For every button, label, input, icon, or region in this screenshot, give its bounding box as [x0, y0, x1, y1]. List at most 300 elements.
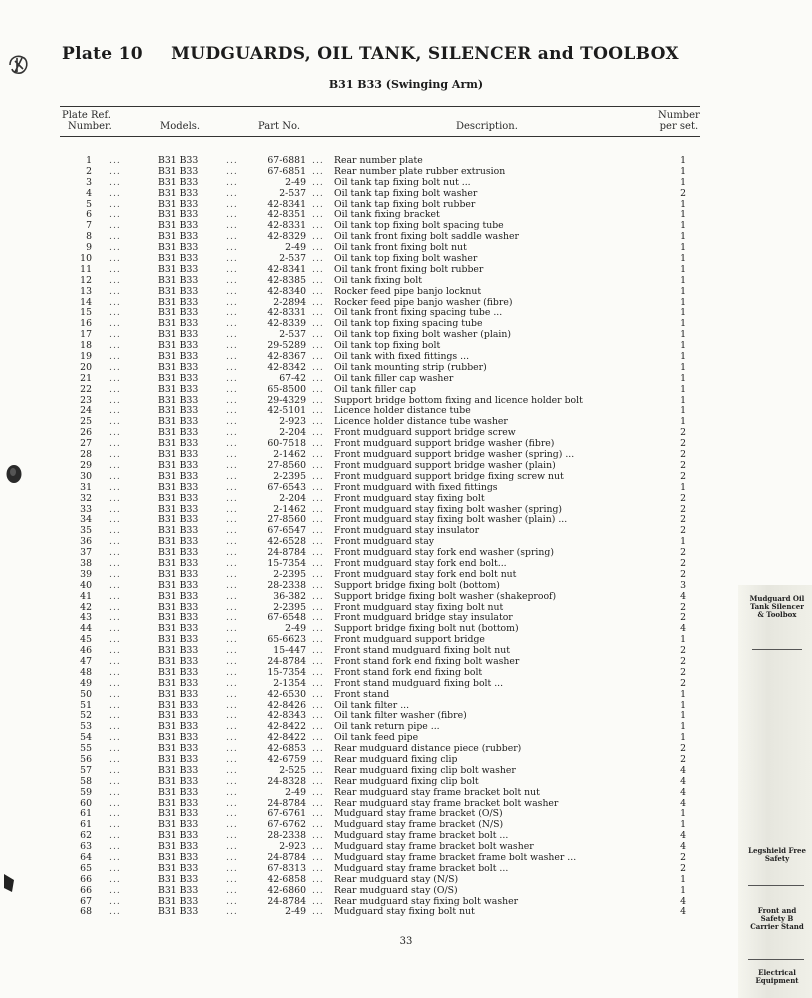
models: B31 B33: [158, 895, 199, 907]
leader-dots: ...: [312, 884, 324, 896]
quantity: 1: [680, 155, 686, 166]
part-number: 2-2395: [273, 568, 306, 580]
plate-ref: 30: [80, 470, 92, 482]
description: Front mudguard support bridge washer (plain): [334, 459, 556, 471]
leader-dots: ...: [312, 536, 324, 548]
leader-dots: ...: [312, 525, 324, 537]
index-tabs: [738, 585, 812, 998]
index-tab-divider: [752, 649, 802, 650]
leader-dots: ...: [226, 220, 238, 232]
part-number: 24-8784: [267, 852, 306, 863]
models: B31 B33: [158, 449, 199, 461]
models: B31 B33: [158, 231, 199, 243]
model-subtitle: B31 B33 (Swinging Arm): [328, 78, 484, 91]
part-number: 60-7518: [267, 438, 306, 450]
leader-dots: ...: [312, 372, 324, 384]
leader-dots: ...: [312, 209, 324, 221]
leader-dots: ...: [312, 590, 324, 602]
models: B31 B33: [158, 220, 199, 232]
description: Oil tank top fixing bolt spacing tube: [334, 220, 504, 232]
models: B31 B33: [158, 841, 199, 853]
part-number: 24-8328: [267, 775, 306, 787]
leader-dots: ...: [226, 808, 238, 820]
part-number: 24-8784: [267, 797, 306, 809]
models: B31 B33: [158, 285, 199, 297]
models: B31 B33: [158, 786, 199, 798]
plate-ref: 52: [80, 710, 92, 722]
models: B31 B33: [158, 590, 199, 602]
leader-dots: ...: [109, 394, 121, 406]
models: B31 B33: [158, 612, 199, 624]
leader-dots: ...: [226, 427, 238, 439]
leader-dots: ...: [312, 416, 324, 428]
part-number: 65-8500: [267, 383, 306, 395]
quantity: 4: [680, 786, 686, 798]
leader-dots: ...: [226, 873, 238, 885]
models: B31 B33: [158, 318, 199, 330]
description: Front mudguard support bridge washer (fibre): [334, 438, 555, 450]
plate-ref: 34: [80, 514, 92, 526]
models: B31 B33: [158, 601, 199, 613]
leader-dots: ...: [226, 340, 238, 352]
plate-ref: 53: [80, 721, 92, 733]
plate-ref: 54: [80, 732, 92, 744]
models: B31 B33: [158, 797, 199, 809]
leader-dots: ...: [312, 307, 324, 319]
leader-dots: ...: [226, 830, 238, 842]
models: B31 B33: [158, 536, 199, 548]
models: B31 B33: [158, 677, 199, 689]
part-number: 42-8343: [267, 710, 306, 722]
part-number: 2-923: [279, 416, 306, 428]
description: Oil tank front fixing bolt saddle washer: [334, 231, 519, 243]
parts-table: [60, 156, 700, 918]
part-number: 24-8784: [267, 895, 306, 907]
plate-ref: 68: [80, 906, 92, 918]
models: B31 B33: [158, 688, 199, 700]
leader-dots: ...: [109, 590, 121, 602]
description: Front stand mudguard fixing bolt nut: [334, 645, 510, 657]
leader-dots: ...: [312, 470, 324, 482]
models: B31 B33: [158, 699, 199, 711]
leader-dots: ...: [312, 274, 324, 286]
plate-ref: 49: [80, 677, 92, 689]
part-number: 67-6543: [267, 481, 306, 493]
plate-ref: 66: [80, 884, 92, 896]
index-tab-legshield: Legshield Free Safety: [748, 846, 806, 863]
leader-dots: ...: [226, 819, 238, 831]
leader-dots: ...: [312, 764, 324, 776]
leader-dots: ...: [109, 405, 121, 417]
plate-ref: 32: [80, 492, 92, 504]
plate-ref: 15: [80, 307, 92, 319]
description: Mudguard stay frame bracket frame bolt washer ...: [334, 852, 577, 863]
description: Rocker feed pipe banjo washer (fibre): [334, 296, 513, 308]
models: B31 B33: [158, 655, 199, 667]
part-number: 2-1462: [273, 503, 306, 515]
leader-dots: ...: [109, 383, 121, 395]
models: B31 B33: [158, 862, 199, 874]
col-header-plate-ref: [62, 110, 112, 132]
leader-dots: ...: [312, 634, 324, 646]
leader-dots: ...: [109, 645, 121, 657]
part-number: 27-8560: [267, 514, 306, 526]
leader-dots: ...: [312, 830, 324, 842]
part-number: 42-6860: [267, 884, 306, 896]
leader-dots: ...: [226, 852, 238, 863]
leader-dots: ...: [312, 721, 324, 733]
leader-dots: ...: [226, 764, 238, 776]
description: Front mudguard support bridge fixing screw nut: [334, 470, 564, 482]
leader-dots: ...: [109, 438, 121, 450]
description: Oil tank return pipe ...: [334, 721, 440, 733]
quantity: 1: [680, 732, 686, 744]
leader-dots: ...: [226, 612, 238, 624]
leader-dots: ...: [312, 753, 324, 765]
description: Mudguard stay fixing bolt nut: [334, 906, 475, 918]
part-number: 42-8329: [267, 231, 306, 243]
leader-dots: ...: [312, 285, 324, 297]
part-number: 15-7354: [267, 557, 306, 569]
leader-dots: ...: [312, 176, 324, 188]
models: B31 B33: [158, 383, 199, 395]
leader-dots: ...: [226, 841, 238, 853]
col-header-per-set: per set.: [659, 121, 699, 132]
part-number: 42-8422: [267, 732, 306, 744]
part-number: 42-8351: [267, 209, 306, 221]
models: B31 B33: [158, 547, 199, 559]
part-number: 42-8341: [267, 198, 306, 210]
quantity: 2: [680, 568, 686, 580]
description: Front mudguard stay fixing bolt nut: [334, 601, 504, 613]
leader-dots: ...: [109, 743, 121, 755]
quantity: 1: [680, 634, 686, 646]
quantity: 2: [680, 514, 686, 526]
plate-number: Plate 10: [62, 44, 143, 64]
header-rule-bottom: [60, 136, 700, 137]
description: Rear mudguard stay frame bracket bolt nut: [334, 786, 540, 798]
part-number: 2-49: [285, 176, 306, 188]
plate-ref: 5: [86, 198, 92, 210]
part-number: 42-8385: [267, 274, 306, 286]
leader-dots: ...: [109, 481, 121, 493]
leader-dots: ...: [312, 405, 324, 417]
description: Rear mudguard distance piece (rubber): [334, 743, 522, 755]
leader-dots: ...: [312, 340, 324, 352]
leader-dots: ...: [109, 568, 121, 580]
part-number: 42-5101: [267, 405, 306, 417]
plate-ref: 40: [80, 579, 92, 591]
plate-ref: 19: [80, 351, 92, 363]
part-number: 29-4329: [267, 394, 306, 406]
leader-dots: ...: [109, 525, 121, 537]
description: Rear mudguard fixing clip bolt: [334, 775, 479, 787]
table-row: [60, 592, 700, 603]
quantity: 2: [680, 743, 686, 755]
leader-dots: ...: [312, 732, 324, 744]
leader-dots: ...: [312, 514, 324, 526]
models: B31 B33: [158, 764, 199, 776]
quantity: 1: [680, 808, 686, 820]
leader-dots: ...: [109, 808, 121, 820]
description: Oil tank top fixing bolt washer: [334, 253, 478, 265]
quantity: 2: [680, 601, 686, 613]
plate-ref: 45: [80, 634, 92, 646]
leader-dots: ...: [226, 623, 238, 635]
models: B31 B33: [158, 710, 199, 722]
models: B31 B33: [158, 623, 199, 635]
description: Oil tank mounting strip (rubber): [334, 361, 487, 373]
description: Mudguard stay frame bracket bolt washer: [334, 841, 534, 853]
leader-dots: ...: [109, 764, 121, 776]
description: Front mudguard support bridge washer (spring) ...: [334, 449, 575, 461]
quantity: 2: [680, 645, 686, 657]
quantity: 1: [680, 340, 686, 352]
leader-dots: ...: [226, 699, 238, 711]
leader-dots: ...: [226, 721, 238, 733]
quantity: 2: [680, 612, 686, 624]
leader-dots: ...: [226, 470, 238, 482]
part-number: 2-2395: [273, 470, 306, 482]
plate-ref: 61: [80, 808, 92, 820]
leader-dots: ...: [312, 394, 324, 406]
leader-dots: ...: [109, 263, 121, 275]
leader-dots: ...: [312, 688, 324, 700]
plate-ref: 4: [86, 187, 92, 199]
part-number: 2-1462: [273, 449, 306, 461]
plate-ref: 2: [86, 165, 92, 177]
description: Oil tank front fixing spacing tube ...: [334, 307, 503, 319]
table-row: [60, 886, 700, 897]
leader-dots: ...: [109, 231, 121, 243]
plate-ref: 48: [80, 666, 92, 678]
models: B31 B33: [158, 394, 199, 406]
models: B31 B33: [158, 416, 199, 428]
description: Mudguard stay frame bracket bolt ...: [334, 830, 509, 842]
leader-dots: ...: [109, 710, 121, 722]
part-number: 42-8422: [267, 721, 306, 733]
quantity: 2: [680, 666, 686, 678]
description: Front stand: [334, 688, 390, 700]
leader-dots: ...: [312, 427, 324, 439]
quantity: 3: [680, 579, 686, 591]
models: B31 B33: [158, 743, 199, 755]
models: B31 B33: [158, 253, 199, 265]
part-number: 2-2894: [273, 296, 306, 308]
models: B31 B33: [158, 775, 199, 787]
leader-dots: ...: [109, 688, 121, 700]
leader-dots: ...: [226, 187, 238, 199]
description: Front stand mudguard fixing bolt ...: [334, 677, 504, 689]
leader-dots: ...: [226, 895, 238, 907]
index-tab-mudguard: Mudguard Oil Tank Silencer & Toolbox: [749, 594, 805, 619]
table-row: [60, 287, 700, 298]
part-number: 15-447: [273, 645, 306, 657]
models: B31 B33: [158, 568, 199, 580]
plate-ref: 13: [80, 285, 92, 297]
models: B31 B33: [158, 187, 199, 199]
models: B31 B33: [158, 666, 199, 678]
description: Support bridge fixing bolt nut (bottom): [334, 623, 519, 635]
leader-dots: ...: [109, 862, 121, 874]
part-number: 28-2338: [267, 579, 306, 591]
quantity: 1: [680, 285, 686, 297]
models: B31 B33: [158, 514, 199, 526]
description: Licence holder distance tube washer: [334, 416, 508, 428]
page-title: MUDGUARDS, OIL TANK, SILENCER and TOOLBOX: [171, 44, 679, 64]
plate-ref: 44: [80, 623, 92, 635]
leader-dots: ...: [226, 557, 238, 569]
leader-dots: ...: [312, 775, 324, 787]
part-number: 29-5289: [267, 340, 306, 352]
leader-dots: ...: [226, 198, 238, 210]
description: Front mudguard stay insulator: [334, 525, 480, 537]
plate-ref: 31: [80, 481, 92, 493]
plate-ref: 36: [80, 536, 92, 548]
part-number: 2-49: [285, 623, 306, 635]
plate-ref: 41: [80, 590, 92, 602]
leader-dots: ...: [226, 383, 238, 395]
plate-ref: 28: [80, 449, 92, 461]
part-number: 42-8426: [267, 699, 306, 711]
leader-dots: ...: [109, 579, 121, 591]
quantity: 1: [680, 307, 686, 319]
plate-ref: 8: [86, 231, 92, 243]
quantity: 2: [680, 427, 686, 439]
leader-dots: ...: [226, 753, 238, 765]
plate-ref: 65: [80, 862, 92, 874]
description: Front mudguard stay fixing bolt washer (plain) ...: [334, 514, 568, 526]
models: B31 B33: [158, 634, 199, 646]
leader-dots: ...: [226, 416, 238, 428]
leader-dots: ...: [109, 612, 121, 624]
plate-ref: 58: [80, 775, 92, 787]
leader-dots: ...: [226, 329, 238, 341]
leader-dots: ...: [312, 677, 324, 689]
leader-dots: ...: [226, 449, 238, 461]
part-number: 42-8331: [267, 307, 306, 319]
leader-dots: ...: [226, 296, 238, 308]
quantity: 4: [680, 841, 686, 853]
leader-dots: ...: [312, 187, 324, 199]
models: B31 B33: [158, 209, 199, 221]
description: Front stand fork end fixing bolt washer: [334, 655, 520, 667]
leader-dots: ...: [109, 786, 121, 798]
description: Oil tank tap fixing bolt washer: [334, 187, 478, 199]
models: B31 B33: [158, 176, 199, 188]
leader-dots: ...: [109, 732, 121, 744]
models: B31 B33: [158, 405, 199, 417]
leader-dots: ...: [226, 525, 238, 537]
plate-ref: 47: [80, 655, 92, 667]
leader-dots: ...: [312, 263, 324, 275]
plate-ref: 18: [80, 340, 92, 352]
plate-ref: 3: [86, 176, 92, 188]
models: B31 B33: [158, 884, 199, 896]
leader-dots: ...: [312, 547, 324, 559]
col-header-part-no: Part No.: [258, 121, 300, 132]
quantity: 1: [680, 263, 686, 275]
description: Front mudguard stay fixing bolt washer (spring): [334, 503, 563, 515]
models: B31 B33: [158, 296, 199, 308]
quantity: 1: [680, 318, 686, 330]
description: Support bridge fixing bolt (bottom): [334, 579, 500, 591]
leader-dots: ...: [312, 862, 324, 874]
plate-ref: 56: [80, 753, 92, 765]
part-number: 67-8313: [267, 862, 306, 874]
binding-corner-icon: [2, 872, 16, 894]
table-row: [60, 690, 700, 701]
leader-dots: ...: [226, 601, 238, 613]
quantity: 1: [680, 329, 686, 341]
leader-dots: ...: [226, 862, 238, 874]
part-number: 42-8331: [267, 220, 306, 232]
leader-dots: ...: [226, 797, 238, 809]
leader-dots: ...: [312, 699, 324, 711]
col-header-description: Description.: [456, 121, 518, 132]
leader-dots: ...: [312, 351, 324, 363]
leader-dots: ...: [109, 351, 121, 363]
leader-dots: ...: [312, 895, 324, 907]
description: Rear number plate rubber extrusion: [334, 165, 506, 177]
leader-dots: ...: [226, 459, 238, 471]
leader-dots: ...: [312, 383, 324, 395]
plate-ref: 67: [80, 895, 92, 907]
part-number: 42-8367: [267, 351, 306, 363]
plate-ref: 50: [80, 688, 92, 700]
leader-dots: ...: [226, 155, 238, 166]
leader-dots: ...: [226, 579, 238, 591]
quantity: 1: [680, 351, 686, 363]
leader-dots: ...: [109, 198, 121, 210]
models: B31 B33: [158, 361, 199, 373]
part-number: 24-8784: [267, 655, 306, 667]
plate-ref: 25: [80, 416, 92, 428]
description: Front mudguard stay fork end bolt...: [334, 557, 507, 569]
leader-dots: ...: [226, 590, 238, 602]
part-number: 2-537: [279, 329, 306, 341]
leader-dots: ...: [226, 503, 238, 515]
models: B31 B33: [158, 819, 199, 831]
leader-dots: ...: [312, 220, 324, 232]
description: Oil tank filter washer (fibre): [334, 710, 467, 722]
leader-dots: ...: [109, 242, 121, 254]
models: B31 B33: [158, 830, 199, 842]
plate-ref: 64: [80, 852, 92, 863]
plate-ref: 43: [80, 612, 92, 624]
leader-dots: ...: [109, 176, 121, 188]
leader-dots: ...: [109, 536, 121, 548]
leader-dots: ...: [226, 884, 238, 896]
quantity: 4: [680, 906, 686, 918]
index-tab-divider: [748, 885, 804, 886]
leader-dots: ...: [109, 819, 121, 831]
models: B31 B33: [158, 525, 199, 537]
models: B31 B33: [158, 481, 199, 493]
leader-dots: ...: [226, 274, 238, 286]
models: B31 B33: [158, 340, 199, 352]
leader-dots: ...: [312, 253, 324, 265]
quantity: 2: [680, 470, 686, 482]
description: Oil tank fixing bolt: [334, 274, 422, 286]
quantity: 2: [680, 557, 686, 569]
description: Oil tank feed pipe: [334, 732, 419, 744]
part-number: 67-6547: [267, 525, 306, 537]
leader-dots: ...: [226, 405, 238, 417]
quantity: 1: [680, 296, 686, 308]
part-number: 36-382: [273, 590, 306, 602]
plate-ref: 37: [80, 547, 92, 559]
